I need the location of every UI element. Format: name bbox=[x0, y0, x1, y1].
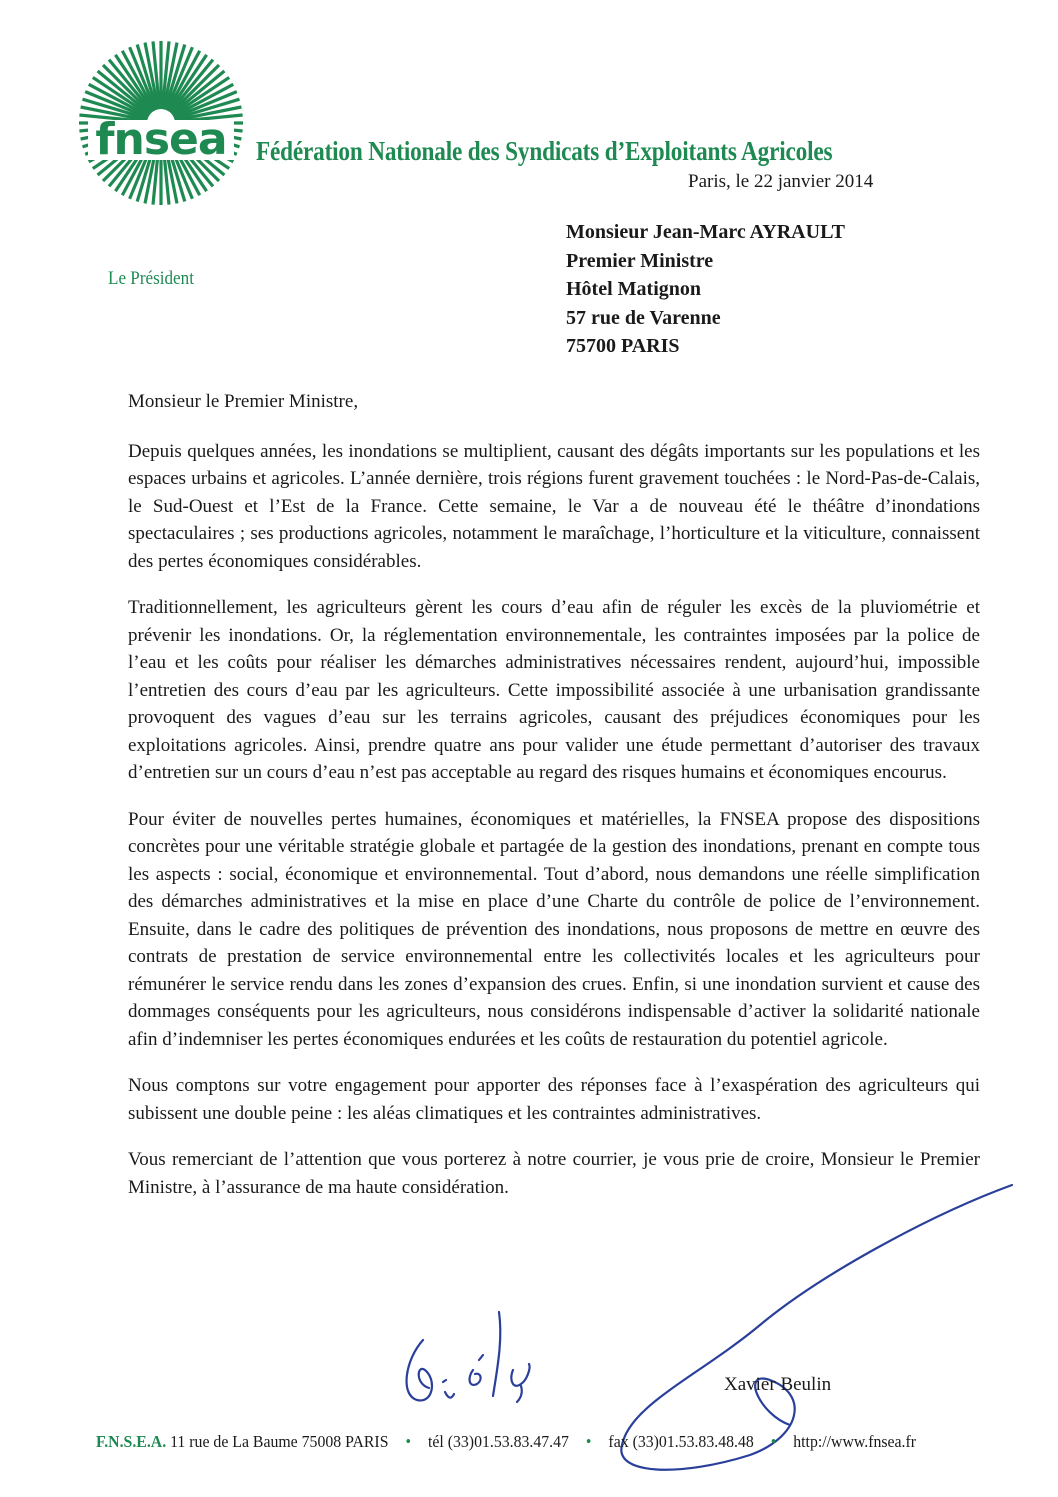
recipient-city: 75700 PARIS bbox=[566, 335, 680, 357]
footer-contact bbox=[96, 1432, 916, 1452]
recipient-street: 57 rue de Varenne bbox=[566, 306, 721, 329]
paragraph-1: Depuis quelques années, les inondations se multiplient, causant des dégâts importants sur les populations et les espaces urbains et agricoles. L’année dernière, trois régions furent gravement touchées : le Nord-Pas-de-Calais, le Sud-Ouest et l’Est de la France. Cette semaine, le Var a de nouveau été le théâtre d’inondations spectaculaires ; ses productions agricoles, notamment le maraîchage, l’horticulture et la viticulture, connaissent des pertes économiques considérables. bbox=[128, 440, 980, 572]
signatory-name: Xavier Beulin bbox=[724, 1374, 832, 1395]
organization-name: Fédération Nationale des Syndicats d’Exploitants Agricoles bbox=[256, 136, 833, 166]
footer-address: 11 rue de La Baume 75008 PARIS bbox=[170, 1432, 389, 1451]
letter-body bbox=[128, 388, 980, 1220]
fnsea-logo bbox=[76, 38, 246, 208]
footer-phone: tél (33)01.53.83.47.47 bbox=[427, 1432, 569, 1451]
paragraph-3: Pour éviter de nouvelles pertes humaines, économiques et matérielles, la FNSEA propose des dispositions concrètes pour une véritable stratégie globale et partagée de la gestion des inondations, prenant en compte tous les aspects : social, économique et environnemental. Tout d’abord, nous demandons une réelle simplification des démarches administratives et la mise en place d’une Charte du contrôle de police de l’environnement. Ensuite, dans le cadre des politiques de prévention des inondations, nous proposons de mettre en œuvre des contrats de prestation de service environnemental entre les collectivités locales et les agriculteurs pour rémunérer le service rendu dans les zones d’expansion des crues. Enfin, si une inondation survient et cause des dommages conséquents pour les agriculteurs, nous considérons indispensable d’activer la solidarité nationale afin d’indemniser les pertes économiques endurées et les coûts de restauration du potentiel agricole. bbox=[128, 808, 980, 1050]
bullet-icon: • bbox=[405, 1432, 412, 1451]
sender-title: Le Président bbox=[108, 268, 194, 289]
recipient-title: Premier Ministre bbox=[566, 249, 714, 272]
footer-brand: F.N.S.E.A. bbox=[96, 1432, 167, 1451]
footer-fax: fax (33)01.53.83.48.48 bbox=[608, 1432, 754, 1451]
recipient-building: Hôtel Matignon bbox=[566, 278, 701, 300]
recipient-name: Monsieur Jean-Marc AYRAULT bbox=[566, 221, 845, 243]
recipient-address bbox=[566, 218, 845, 361]
salutation: Monsieur le Premier Ministre, bbox=[128, 391, 359, 412]
bullet-icon: • bbox=[770, 1432, 777, 1451]
paragraph-4: Nous comptons sur votre engagement pour apporter des réponses face à l’exaspération des agriculteurs qui subissent une double peine : les aléas climatiques et les contraintes administratives. bbox=[128, 1075, 980, 1124]
footer-website[interactable]: http://www.fnsea.fr bbox=[793, 1432, 917, 1451]
paragraph-5: Vous remerciant de l’attention que vous porterez à notre courrier, je vous prie de croire, Monsieur le Premier Ministre, à l’assurance de ma haute considération. bbox=[128, 1149, 980, 1198]
bullet-icon: • bbox=[585, 1432, 592, 1451]
paragraph-2: Traditionnellement, les agriculteurs gèrent les cours d’eau afin de réguler les excès de la pluviométrie et prévenir les inondations. Or, la réglementation environnementale, les contraintes imposées par la police de l’eau et les coûts pour réaliser les démarches administratives nécessaires rendent, aujourd’hui, impossible l’entretien des cours d’eau par les agriculteurs. Cette impossibilité associée à une urbanisation grandissante provoquent des vagues d’eau sur les terrains agricoles, causant des préjudices économiques pour les exploitations agricoles. Ainsi, prendre quatre ans pour valider une étude permettant d’autoriser des travaux d’entretien sur un cours d’eau n’est pas acceptable au regard des risques humains et économiques encourus. bbox=[128, 597, 980, 783]
fnsea-sunburst-logo-icon bbox=[76, 38, 246, 208]
letter-date: Paris, le 22 janvier 2014 bbox=[688, 171, 874, 192]
handwritten-signature-left-icon bbox=[395, 1300, 545, 1420]
svg-text:fnsea: fnsea bbox=[95, 114, 227, 165]
